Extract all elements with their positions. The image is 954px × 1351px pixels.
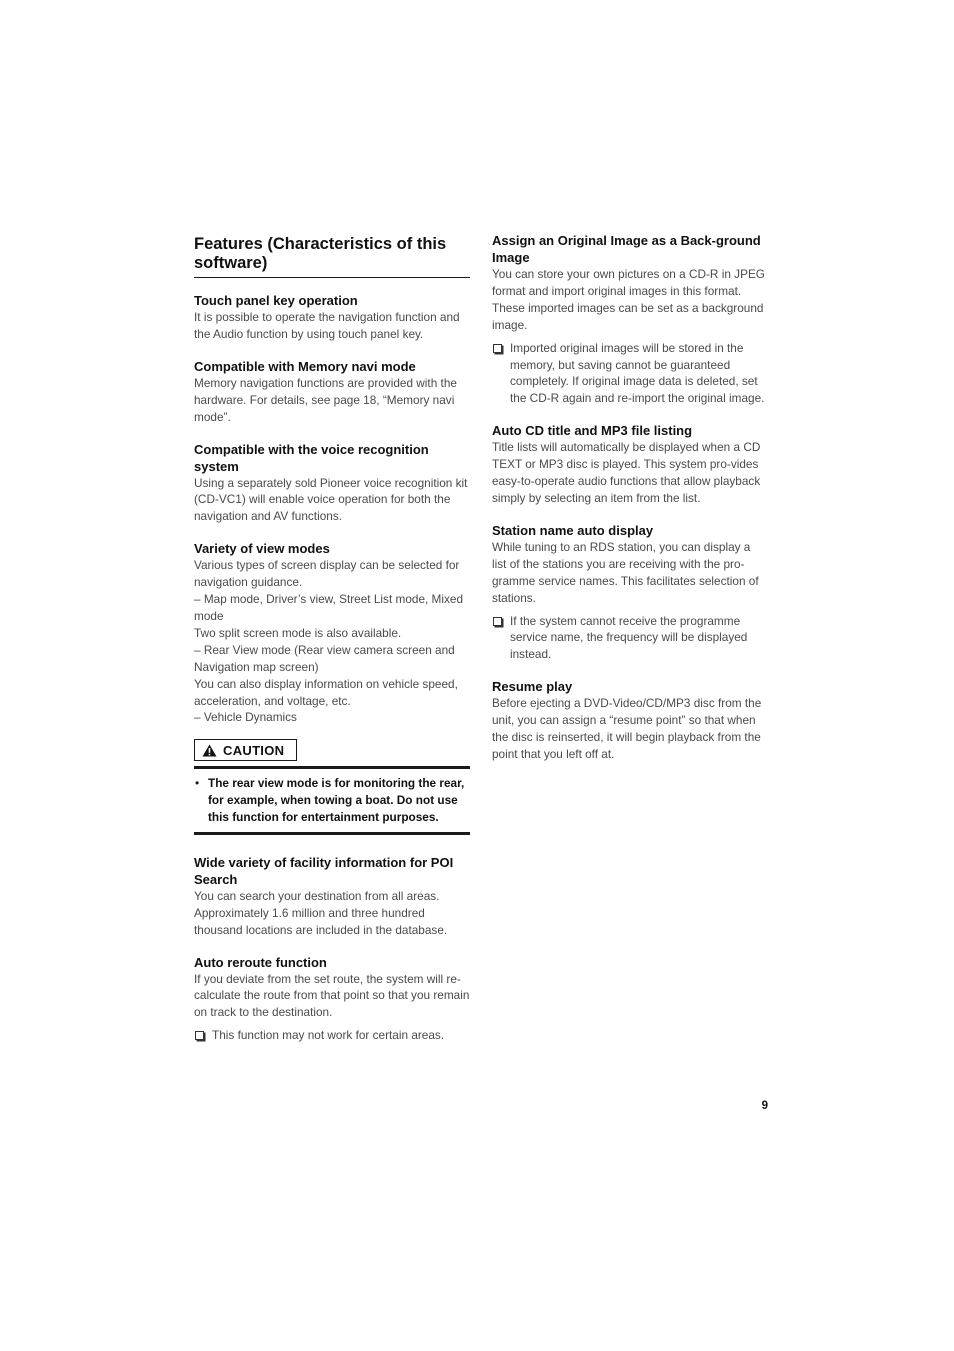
checkbox-bullet-icon — [195, 1031, 204, 1040]
section-body: It is possible to operate the navigation function and the Audio function by using touch panel key. — [194, 310, 460, 341]
caution-item — [194, 775, 470, 826]
left-column — [194, 232, 470, 1044]
section-voice-recognition — [194, 441, 470, 526]
section-heading: Auto CD title and MP3 file listing — [492, 423, 693, 439]
section-cd-title-listing — [492, 422, 766, 507]
section-body: While tuning to an RDS station, you can display a list of the stations you are receiving with the pro-gramme service names. This facilitates selection of stations. — [492, 539, 759, 605]
caution-bottom-rule — [194, 832, 470, 835]
note-text: This function may not work for certain areas. — [212, 1028, 445, 1043]
section-background-image — [492, 232, 766, 407]
section-body: If you deviate from the set route, the system will re-calculate the route from that point so that you remain on track to the destination. — [194, 971, 470, 1020]
section-body: You can search your destination from all areas. Approximately 1.6 million and three hundred thousand locations are included in the database. — [194, 888, 448, 937]
section-body-line: Various types of screen display can be selected for navigation guidance. — [194, 558, 460, 590]
section-heading: Wide variety of facility information for POI Search — [194, 854, 454, 887]
right-column — [492, 232, 766, 763]
section-body-line: – Rear View mode (Rear view camera screen and Navigation map screen) — [194, 642, 455, 674]
section-heading: Touch panel key operation — [194, 293, 358, 308]
section-body-line: – Map mode, Driver’s view, Street List mode, Mixed mode — [194, 592, 464, 623]
section-body: Title lists will automatically be displayed when a CD TEXT or MP3 disc is played. This system pro-vides easy-to-operate audio functions that allow playback simply by selecting an item from the list. — [492, 440, 761, 505]
caution-text: The rear view mode is for monitoring the rear, for example, when towing a boat. Do not use this function for entertainment purposes. — [208, 775, 465, 824]
section-resume-play — [492, 678, 766, 763]
note — [194, 1027, 470, 1044]
section-heading: Variety of view modes — [194, 541, 330, 557]
note-text: Imported original images will be stored in the memory, but saving cannot be guaranteed completely. If original image data is deleted, set the CD-R again and re-import the original image. — [510, 340, 765, 406]
section-body: Using a separately sold Pioneer voice recognition kit (CD-VC1) will enable voice operation for both the navigation and AV functions. — [194, 475, 468, 524]
page-title: Features (Characteristics of this software) — [194, 232, 470, 278]
section-heading: Resume play — [492, 679, 573, 695]
section-body: You can store your own pictures on a CD-R in JPEG format and import original images in this format. These imported images can be set as a background image. — [492, 267, 765, 332]
section-auto-reroute — [194, 954, 470, 1045]
page-number: 9 — [761, 1100, 768, 1112]
section-station-name — [492, 522, 766, 663]
caution-block — [194, 739, 470, 835]
section-body-line: – Vehicle Dynamics — [194, 710, 297, 725]
section-heading: Compatible with Memory navi mode — [194, 358, 416, 374]
caution-top-rule — [194, 766, 470, 769]
section-view-modes — [194, 540, 470, 726]
note-text: If the system cannot receive the programme service name, the frequency will be displayed instead. — [510, 613, 748, 662]
caution-badge — [194, 739, 297, 761]
checkbox-bullet-icon — [493, 617, 502, 626]
warning-triangle-icon — [202, 744, 217, 757]
caution-label: CAUTION — [223, 742, 285, 758]
note — [492, 613, 766, 664]
section-body-line: You can also display information on vehicle speed, acceleration, and voltage, etc. — [194, 676, 458, 708]
section-poi-search — [194, 854, 470, 939]
section-memory-navi — [194, 358, 470, 426]
bullet: • — [195, 775, 200, 790]
section-body: Memory navigation functions are provided with the hardware. For details, see page 18, “Memory navi mode”. — [194, 375, 457, 424]
section-heading: Auto reroute function — [194, 954, 327, 970]
section-heading: Station name auto display — [492, 522, 654, 538]
section-body: Before ejecting a DVD-Video/CD/MP3 disc from the unit, you can assign a “resume point” so that when the disc is reinserted, it will begin playback from the point that you left off at. — [492, 696, 762, 761]
section-heading: Compatible with the voice recognition system — [194, 441, 429, 474]
section-heading: Assign an Original Image as a Back-ground Image — [492, 233, 761, 265]
section-touch-panel — [194, 292, 470, 343]
checkbox-bullet-icon — [493, 344, 502, 353]
note — [492, 340, 766, 408]
section-body-line: Two split screen mode is also available. — [194, 625, 402, 640]
